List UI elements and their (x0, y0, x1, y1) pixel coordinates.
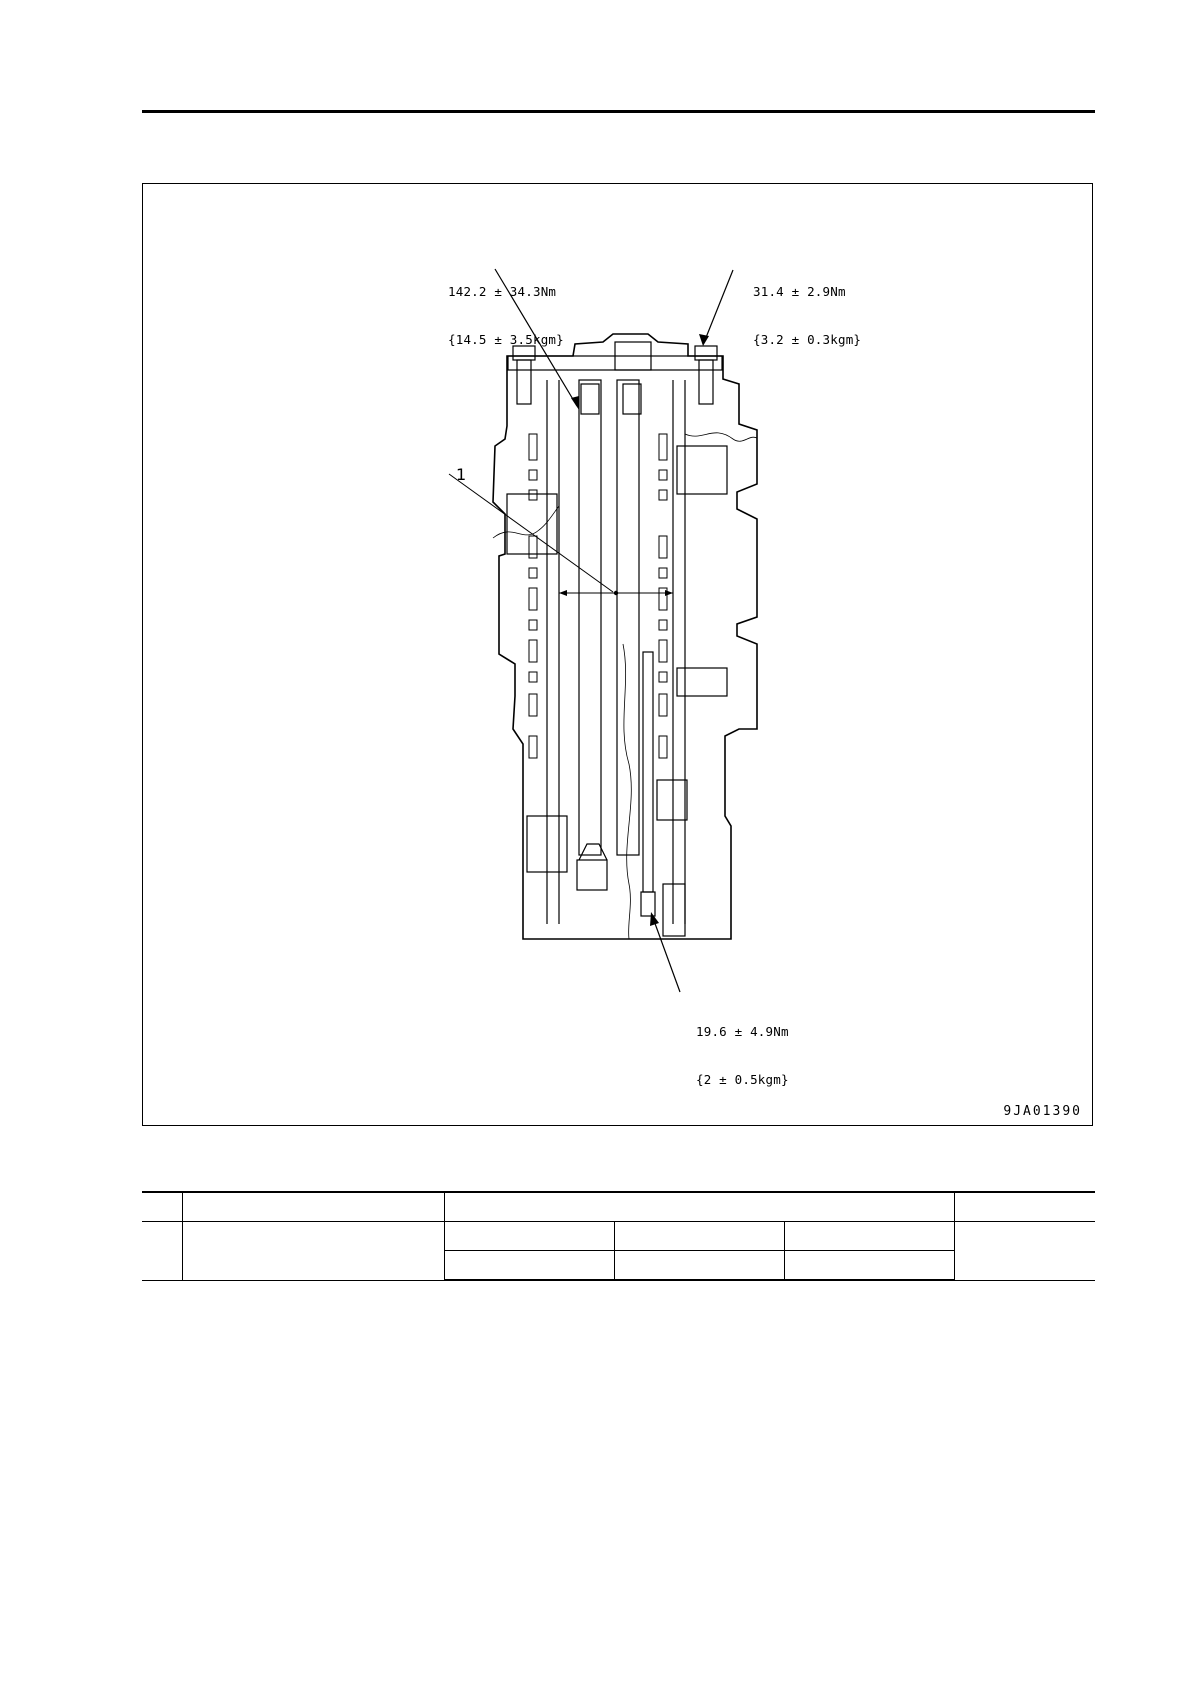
torque-label-bottom (696, 992, 789, 1120)
table-cell (614, 1251, 784, 1281)
table-cell (954, 1222, 1095, 1281)
valve-cross-section-drawing (143, 184, 1092, 1125)
torque-top-right-line2: {3.2 ± 0.3kgm} (753, 332, 862, 347)
reference-number-1: 1 (456, 465, 467, 484)
torque-bottom-line1: 19.6 ± 4.9Nm (696, 1024, 789, 1039)
table-cell (954, 1192, 1095, 1222)
table-cell (182, 1222, 444, 1281)
table-cell (784, 1251, 954, 1281)
spec-table (142, 1191, 1095, 1281)
table-cell (784, 1222, 954, 1251)
table-cell (182, 1192, 444, 1222)
table-row (142, 1222, 1095, 1251)
torque-bottom-line2: {2 ± 0.5kgm} (696, 1072, 789, 1087)
figure-frame (142, 183, 1093, 1126)
table-cell (614, 1222, 784, 1251)
torque-top-left-line2: {14.5 ± 3.5kgm} (448, 332, 564, 347)
header-rule (142, 110, 1095, 113)
table-cell (444, 1251, 614, 1281)
table-cell (142, 1192, 182, 1222)
table-cell (142, 1222, 182, 1281)
table-cell (444, 1192, 954, 1222)
figure-id: 9JA01390 (1003, 1104, 1082, 1119)
table-cell (444, 1222, 614, 1251)
torque-label-top-right (753, 252, 861, 380)
table-row (142, 1192, 1095, 1222)
torque-top-right-line1: 31.4 ± 2.9Nm (753, 284, 846, 299)
torque-top-left-line1: 142.2 ± 34.3Nm (448, 284, 557, 299)
torque-label-top-left (448, 252, 564, 380)
